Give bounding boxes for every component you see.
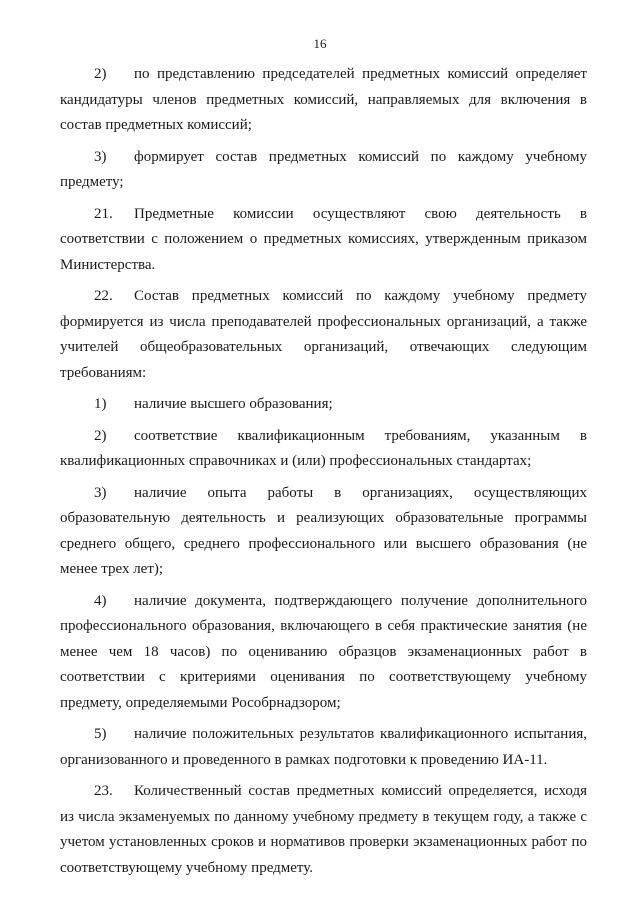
- document-body: [60, 62, 587, 887]
- clause-number: 21.: [94, 205, 113, 222]
- item-number: 4): [94, 592, 107, 609]
- requirement-item-4: [60, 589, 587, 717]
- paragraph-text: формирует состав предметных комиссий по каждому учебному предмету;: [60, 148, 587, 190]
- requirement-item-2: [60, 424, 587, 475]
- paragraph-text: соответствие квалификационным требованиям, указанным в квалификационных справочниках и (или) профессиональных стандартах;: [60, 427, 587, 469]
- item-number: 1): [94, 396, 107, 412]
- paragraph-text: Состав предметных комиссий по каждому учебному предмету формируется из числа преподавателей профессиональных организаций, а также учителей общеобразовательных организаций, отвечающих следующим требованиям:: [60, 288, 587, 381]
- requirement-item-3: [60, 481, 587, 583]
- item-number: 3): [94, 148, 107, 165]
- paragraph-clause-21: [60, 202, 587, 279]
- item-number: 2): [94, 427, 107, 444]
- paragraph-item-2: [60, 62, 587, 139]
- paragraph-text: наличие документа, подтверждающего получение дополнительного профессионального образования, включающего в себя практические занятия (не менее чем 18 часов) по оцениванию образцов экзаменационных работ в соответствии с критериями оценивания по соответствующему учебному предмету, определяемыми Рособрнадзором;: [60, 592, 587, 711]
- clause-number: 22.: [94, 288, 113, 304]
- paragraph-text: наличие опыта работы в организациях, осуществляющих образовательную деятельность и реализующих образовательные программы среднего общего, среднего профессионального или высшего образования (не менее трех лет);: [60, 484, 587, 577]
- item-number: 3): [94, 484, 107, 501]
- requirement-item-5: [60, 722, 587, 773]
- paragraph-text: наличие высшего образования;: [134, 396, 333, 412]
- item-number: 2): [94, 66, 107, 82]
- page-number: 16: [313, 36, 327, 51]
- paragraph-text: Предметные комиссии осуществляют свою деятельность в соответствии с положением о предметных комиссиях, утвержденным приказом Министерства.: [60, 205, 587, 273]
- paragraph-text: наличие положительных результатов квалификационного испытания, организованного и проведенного в рамках подготовки к проведению ИА-11.: [60, 726, 587, 768]
- requirement-item-1: [60, 392, 587, 418]
- clause-number: 23.: [94, 783, 113, 799]
- item-number: 5): [94, 726, 107, 742]
- paragraph-item-3: [60, 145, 587, 196]
- paragraph-clause-22: [60, 284, 587, 386]
- paragraph-text: по представлению председателей предметных комиссий определяет кандидатуры членов предметных комиссий, направляемых для включения в состав предметных комиссий;: [60, 66, 587, 133]
- paragraph-clause-23: [60, 779, 587, 881]
- paragraph-text: Количественный состав предметных комиссий определяется, исходя из числа экзаменуемых по данному учебному предмету в текущем году, а также с учетом установленных сроков и нормативов проверки экзаменационных работ по соответствующему учебному предмету.: [60, 783, 587, 876]
